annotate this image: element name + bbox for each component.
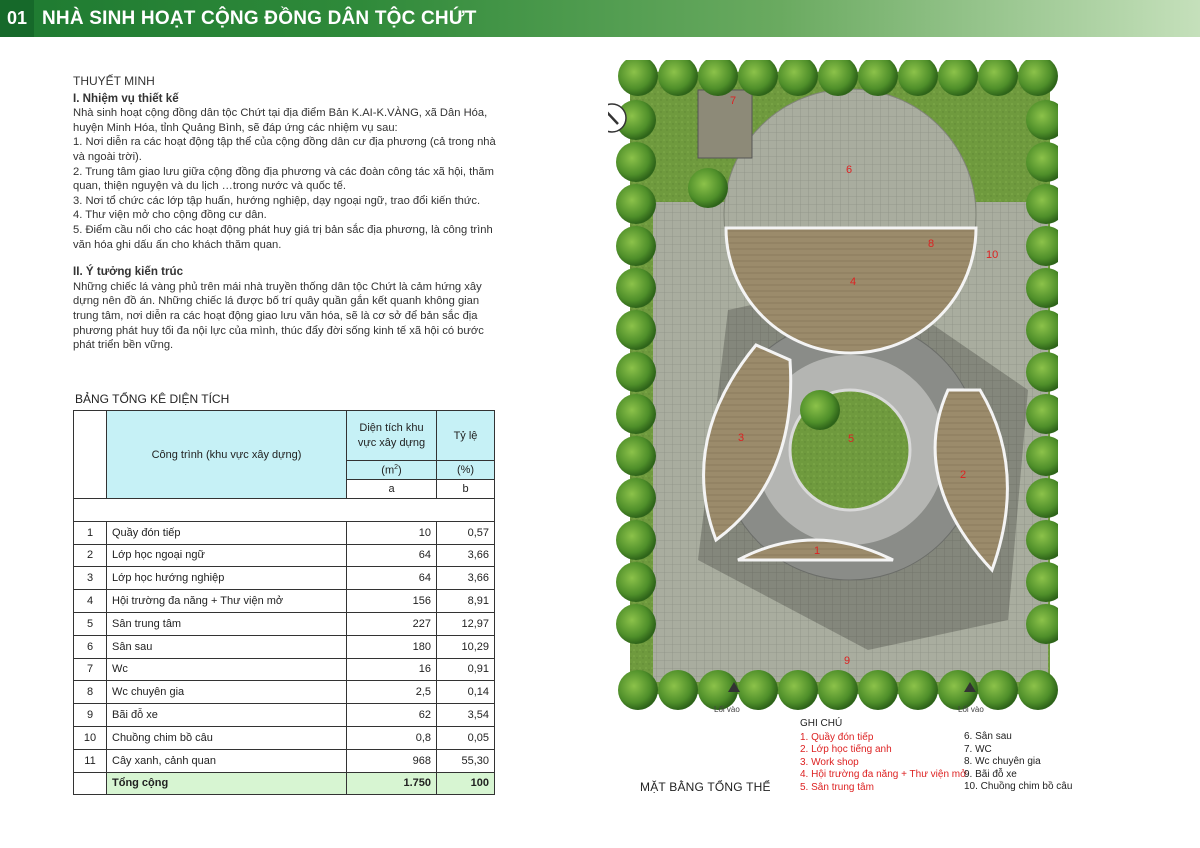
- legend-right: [964, 731, 1072, 794]
- tree: [1018, 670, 1058, 710]
- table-row: [74, 681, 495, 704]
- cell-no: 9: [74, 704, 107, 727]
- cell-ratio: 0,57: [437, 521, 495, 544]
- legend-item: 7. WC: [964, 743, 992, 755]
- section2-text: Những chiếc lá vàng phủ trên mái nhà truyền thống dân tộc Chứt là cảm hứng xây dựng nên đồ án. Những chiếc lá được bố trí quây quần gắn kết quanh không gian trung tâm, nơi diễn ra các hoạt động giao lưu văn hóa, sẽ là cơ sở để bản sắc địa phương phát huy tối đa nội lực của mình, thúc đẩy đời sống kinh tế xã hội có bước phát triển bền vững.: [73, 280, 484, 352]
- tree: [618, 670, 658, 710]
- tree: [616, 226, 656, 266]
- col-ratio-unit: (%): [437, 461, 495, 480]
- cell-no: 10: [74, 726, 107, 749]
- tree: [616, 394, 656, 434]
- table-title: BẢNG TỔNG KÊ DIỆN TÍCH: [75, 392, 230, 406]
- legend-item: 3. Work shop: [800, 756, 859, 768]
- table-row: [74, 612, 495, 635]
- cell-name: Sân trung tâm: [107, 612, 347, 635]
- col-work-header: Công trình (khu vực xây dựng): [107, 411, 347, 499]
- cell-name: Lớp học ngoại ngữ: [107, 544, 347, 567]
- table-row: [74, 658, 495, 681]
- description-label: THUYẾT MINH: [73, 74, 155, 88]
- tree: [616, 562, 656, 602]
- cell-name: Hội trường đa năng + Thư viện mở: [107, 590, 347, 613]
- tree: [616, 478, 656, 518]
- total-ratio: 100: [437, 772, 495, 795]
- cell-name: Sân sau: [107, 635, 347, 658]
- cell-no: 3: [74, 567, 107, 590]
- cell-area: 64: [347, 567, 437, 590]
- tree: [688, 168, 728, 208]
- cell-no: 4: [74, 590, 107, 613]
- total-label: Tổng cộng: [107, 772, 347, 795]
- tree: [858, 670, 898, 710]
- tree: [616, 352, 656, 392]
- tree: [616, 268, 656, 308]
- cell-ratio: 8,91: [437, 590, 495, 613]
- cell-no: 7: [74, 658, 107, 681]
- cell-area: 156: [347, 590, 437, 613]
- table-row: [74, 544, 495, 567]
- legend-item: 8. Wc chuyên gia: [964, 756, 1041, 768]
- task-item: 4. Thư viện mở cho cộng đồng cư dân.: [73, 209, 267, 222]
- total-area: 1.750: [347, 772, 437, 795]
- cell-area: 180: [347, 635, 437, 658]
- label-9: 9: [844, 655, 851, 667]
- plan-title: MẶT BẰNG TỔNG THỂ: [640, 780, 771, 794]
- cell-name: Quầy đón tiếp: [107, 521, 347, 544]
- label-1: 1: [814, 545, 821, 557]
- cell-name: Lớp học hướng nghiệp: [107, 567, 347, 590]
- tree: [658, 670, 698, 710]
- cell-no: 1: [74, 521, 107, 544]
- legend-item: 2. Lớp học tiếng anh: [800, 744, 892, 756]
- cell-ratio: 3,54: [437, 704, 495, 727]
- label-6: 6: [846, 164, 853, 176]
- label-8: 8: [928, 238, 935, 250]
- tree: [616, 142, 656, 182]
- cell-ratio: 3,66: [437, 567, 495, 590]
- table-row: [74, 521, 495, 544]
- label-10: 10: [986, 249, 999, 261]
- wc-building: [698, 90, 752, 158]
- label-4: 4: [850, 276, 857, 288]
- task-item: 2. Trung tâm giao lưu giữa cộng đồng địa phương và các đoàn công tác xã hội, thăm quan, thiện nguyện và du lịch …trong nước và quốc tế.: [73, 165, 495, 193]
- task-item: 5. Điểm cầu nối cho các hoạt động phát huy giá trị bản sắc địa phương, là công trình văn hóa ghi dấu ấn cho khách thăm quan.: [73, 223, 493, 251]
- cell-name: Wc: [107, 658, 347, 681]
- table-row: [74, 567, 495, 590]
- cell-name: Bãi đỗ xe: [107, 704, 347, 727]
- legend-item: 4. Hội trường đa năng + Thư viện mở: [800, 769, 967, 781]
- cell-no: 2: [74, 544, 107, 567]
- cell-area: 62: [347, 704, 437, 727]
- col-a: a: [347, 480, 437, 499]
- cell-ratio: 0,05: [437, 726, 495, 749]
- tree: [978, 670, 1018, 710]
- tree: [616, 184, 656, 224]
- tree: [800, 390, 840, 430]
- section1-title: I. Nhiệm vụ thiết kế: [73, 91, 179, 105]
- col-b: b: [437, 480, 495, 499]
- label-7: 7: [730, 95, 737, 107]
- label-2: 2: [960, 469, 967, 481]
- cell-ratio: 0,14: [437, 681, 495, 704]
- cell-ratio: 0,91: [437, 658, 495, 681]
- entrance-label: Lối vào: [714, 705, 740, 714]
- table-row: [74, 749, 495, 772]
- task-item: 3. Nơi tổ chức các lớp tập huấn, hướng nghiệp, dạy ngoại ngữ, trao đổi kiến thức.: [73, 194, 481, 207]
- header-bar: [0, 0, 1200, 37]
- table-row: [74, 590, 495, 613]
- area-table: [73, 410, 495, 795]
- cell-area: 64: [347, 544, 437, 567]
- cell-area: 2,5: [347, 681, 437, 704]
- cell-ratio: 12,97: [437, 612, 495, 635]
- col-area-header: Diện tích khu vực xây dựng: [347, 411, 437, 461]
- cell-no: 5: [74, 612, 107, 635]
- page-title: NHÀ SINH HOẠT CỘNG ĐỒNG DÂN TỘC CHỨT: [42, 8, 477, 29]
- tree: [616, 520, 656, 560]
- label-3: 3: [738, 432, 745, 444]
- cell-no: 6: [74, 635, 107, 658]
- total-row: [74, 772, 495, 795]
- label-5: 5: [848, 433, 855, 445]
- cell-no: 11: [74, 749, 107, 772]
- tree: [898, 670, 938, 710]
- cell-area: 968: [347, 749, 437, 772]
- tree: [738, 670, 778, 710]
- cell-area: 0,8: [347, 726, 437, 749]
- page-number: 01: [0, 0, 34, 37]
- legend: [800, 718, 967, 795]
- legend-item: 9. Bãi đỗ xe: [964, 768, 1017, 780]
- entrance-label: Lối vào: [958, 705, 984, 714]
- tree: [616, 436, 656, 476]
- cell-ratio: 3,66: [437, 544, 495, 567]
- cell-no: 8: [74, 681, 107, 704]
- legend-item: 1. Quầy đón tiếp: [800, 731, 874, 743]
- tree: [818, 670, 858, 710]
- cell-ratio: 55,30: [437, 749, 495, 772]
- table-row: [74, 726, 495, 749]
- tree: [778, 670, 818, 710]
- cell-area: 227: [347, 612, 437, 635]
- tree: [616, 604, 656, 644]
- tree: [616, 310, 656, 350]
- cell-name: Chuồng chim bồ câu: [107, 726, 347, 749]
- legend-item: 10. Chuồng chim bồ câu: [964, 781, 1073, 793]
- description-block: [73, 74, 501, 353]
- cell-name: Wc chuyên gia: [107, 681, 347, 704]
- table-row: [74, 704, 495, 727]
- cell-ratio: 10,29: [437, 635, 495, 658]
- cell-area: 10: [347, 521, 437, 544]
- cell-name: Cây xanh, cảnh quan: [107, 749, 347, 772]
- site-plan: [608, 60, 1058, 720]
- legend-item: 6. Sân sau: [964, 731, 1012, 742]
- legend-item: 5. Sân trung tâm: [800, 781, 874, 793]
- col-area-unit: $(m^2)$: [347, 461, 437, 480]
- task-item: 1. Nơi diễn ra các hoạt động tập thể của cộng đồng dân cư địa phương (cả trong nhà và ngoài trời).: [73, 136, 496, 163]
- legend-title: GHI CHÚ: [800, 718, 843, 729]
- section1-intro: Nhà sinh hoạt cộng đồng dân tộc Chứt tại địa điểm Bản K.AI-K.VÀNG, xã Dân Hóa, huyện Minh Hóa, tỉnh Quảng Bình, sẽ đáp ứng các nhiệm vụ sau:: [73, 107, 488, 134]
- col-ratio-header: Tỷ lệ: [437, 411, 495, 461]
- table-row: [74, 635, 495, 658]
- cell-area: 16: [347, 658, 437, 681]
- section2-title: II. Ý tưởng kiến trúc: [73, 265, 184, 279]
